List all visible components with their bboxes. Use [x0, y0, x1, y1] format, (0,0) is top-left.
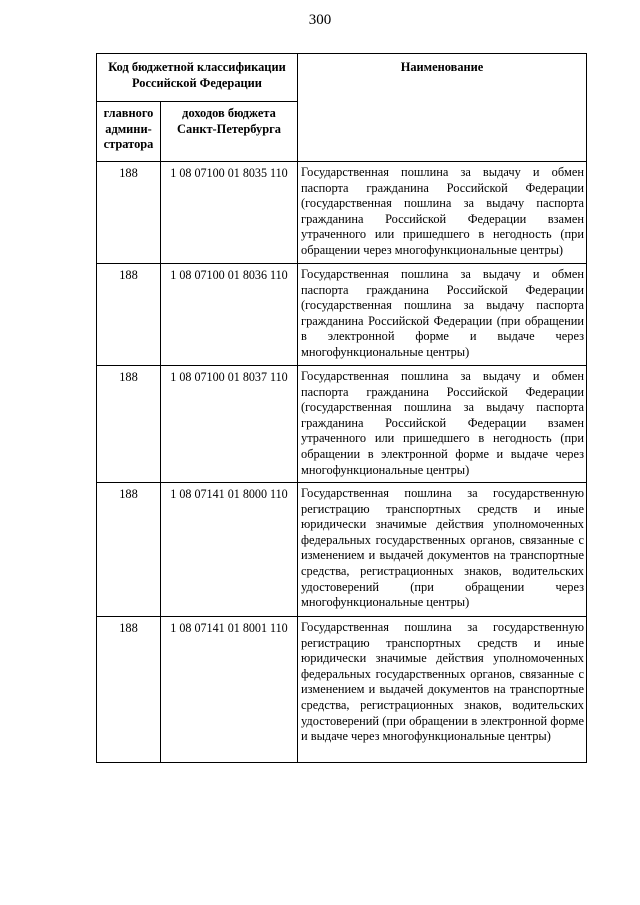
table-row — [97, 162, 587, 264]
budget-classification-table — [96, 53, 587, 763]
revenue-code-cell: 1 08 07100 01 8035 110 — [161, 162, 298, 264]
admin-code-cell: 188 — [97, 366, 161, 483]
admin-code-cell: 188 — [97, 483, 161, 617]
revenue-name-cell: Государственная пошлина за государственную регистрацию транспортных средств и иные юридически значимые действия уполномоченных федеральных государственных органов, связанные с изменением и выдачей документов на транспортные средства, регистрационных знаков, водительских удостоверений (при обращении через многофункциональные центры) — [298, 483, 587, 617]
header-revenue-code: доходов бюджета Санкт-Петербурга — [161, 102, 298, 162]
table-row — [97, 264, 587, 366]
admin-code-cell: 188 — [97, 162, 161, 264]
revenue-name-cell: Государственная пошлина за государственную регистрацию транспортных средств и иные юридически значимые действия уполномоченных федеральных государственных органов, связанные с изменением и выдачей документов на транспортные средства, регистрационных знаков, водительских удостоверений (при обращении в электронной форме и выдаче через многофункциональные центры) — [298, 617, 587, 763]
table-row — [97, 366, 587, 483]
revenue-code-cell: 1 08 07141 01 8000 110 — [161, 483, 298, 617]
header-budget-code: Код бюджетной классификации Российской Федерации — [97, 54, 298, 102]
revenue-name-cell: Государственная пошлина за выдачу и обмен паспорта гражданина Российской Федерации (государственная пошлина за выдачу паспорта гражданина Российской Федерации взамен утраченного или пришедшего в негодность (при обращении в электронной форме и выдаче через многофункциональные центры) — [298, 366, 587, 483]
revenue-code-cell: 1 08 07100 01 8036 110 — [161, 264, 298, 366]
table-row — [97, 617, 587, 763]
admin-code-cell: 188 — [97, 617, 161, 763]
header-chief-administrator: главного админи-стратора — [97, 102, 161, 162]
header-name: Наименование — [298, 54, 587, 162]
revenue-code-cell: 1 08 07100 01 8037 110 — [161, 366, 298, 483]
revenue-name-cell: Государственная пошлина за выдачу и обмен паспорта гражданина Российской Федерации (государственная пошлина за выдачу паспорта гражданина Российской Федерации взамен утраченного или пришедшего в негодность (при обращении через многофункциональные центры) — [298, 162, 587, 264]
table-row — [97, 483, 587, 617]
admin-code-cell: 188 — [97, 264, 161, 366]
revenue-name-cell: Государственная пошлина за выдачу и обмен паспорта гражданина Российской Федерации (государственная пошлина за выдачу паспорта гражданина Российской Федерации (при обращении в электронной форме и выдаче через многофункциональные центры) — [298, 264, 587, 366]
revenue-code-cell: 1 08 07141 01 8001 110 — [161, 617, 298, 763]
page-number: 300 — [308, 12, 332, 28]
